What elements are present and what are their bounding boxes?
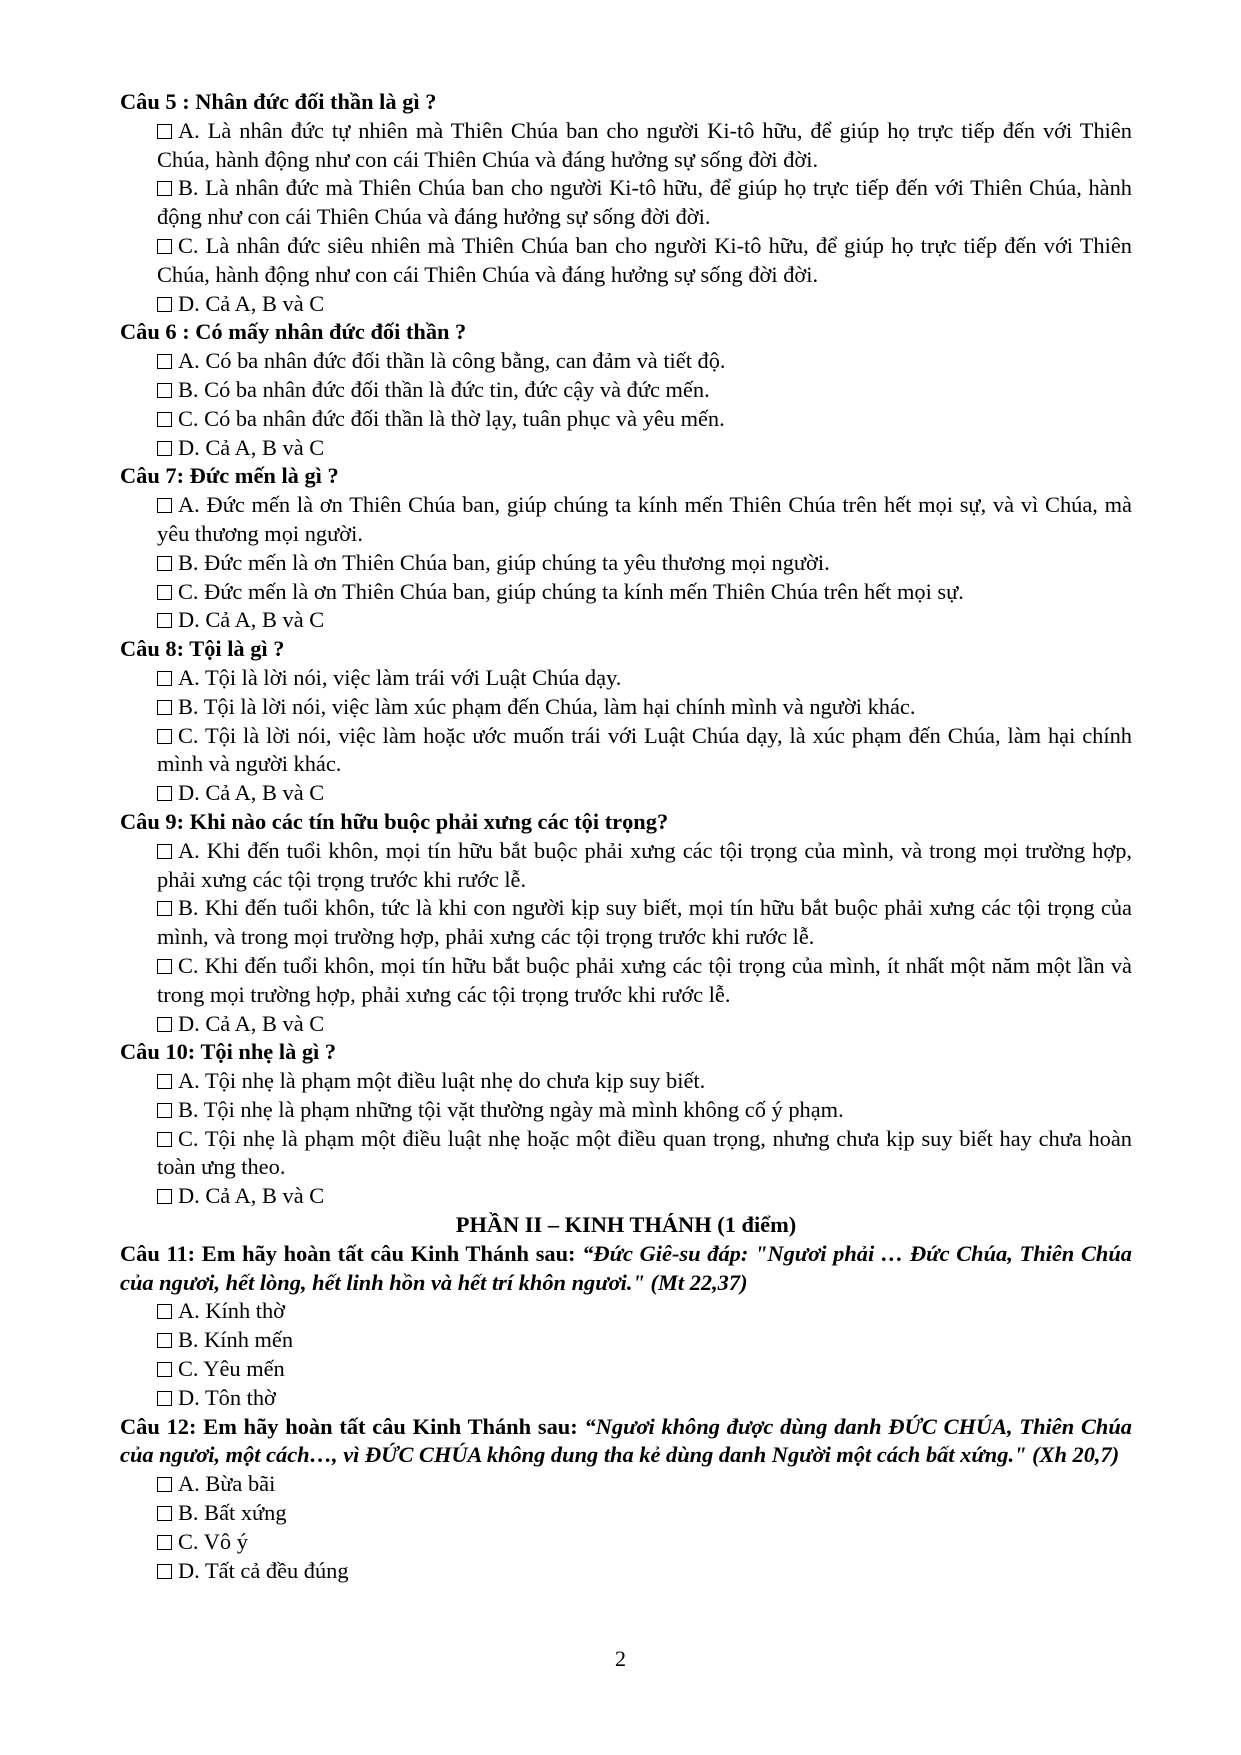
option-c[interactable]: [120, 722, 1132, 780]
option-c[interactable]: [120, 1528, 1132, 1557]
checkbox-icon[interactable]: [157, 1017, 172, 1032]
option-b[interactable]: [120, 549, 1132, 578]
option-text: D. Cả A, B và C: [178, 607, 325, 633]
option-b[interactable]: [120, 174, 1132, 232]
scripture-quote: “Đức Giê-su đáp: "Ngươi phải … Đức Chúa, Thiên Chúa của ngươi, hết lòng, hết linh hồn và hết trí khôn ngươi." (Mt 22,37): [120, 1240, 1132, 1295]
page-number: 2: [614, 1646, 627, 1671]
checkbox-icon[interactable]: [157, 383, 172, 398]
question-7: [120, 462, 1132, 635]
checkbox-icon[interactable]: [157, 441, 172, 456]
checkbox-icon[interactable]: [157, 671, 172, 686]
checkbox-icon[interactable]: [157, 786, 172, 801]
question-11: [120, 1240, 1132, 1413]
option-text: D. Cả A, B và C: [178, 1183, 325, 1209]
checkbox-icon[interactable]: [157, 901, 172, 916]
option-d[interactable]: [120, 606, 1132, 635]
option-d[interactable]: [120, 1384, 1132, 1413]
option-a[interactable]: [120, 664, 1132, 693]
option-b[interactable]: [120, 376, 1132, 405]
option-d[interactable]: [120, 779, 1132, 808]
option-text: C. Là nhân đức siêu nhiên mà Thiên Chúa ban cho người Ki-tô hữu, để giúp họ trực tiếp đến với Thiên Chúa, hành động như con cái Thiên Chúa và đáng hưởng sự sống đời đời.: [157, 232, 1132, 287]
checkbox-icon[interactable]: [157, 1103, 172, 1118]
question-title: Câu 10: Tội nhẹ là gì ?: [120, 1039, 337, 1065]
option-c[interactable]: [120, 405, 1132, 434]
option-text: A. Đức mến là ơn Thiên Chúa ban, giúp chúng ta kính mến Thiên Chúa trên hết mọi sự, và vì Chúa, mà yêu thương mọi người.: [157, 492, 1132, 546]
option-text: D. Cả A, B và C: [178, 780, 325, 806]
option-text: D. Cả A, B và C: [178, 290, 325, 316]
option-text: A. Tội là lời nói, việc làm trái với Luật Chúa dạy.: [178, 664, 622, 690]
question-10: [120, 1038, 1132, 1211]
option-d[interactable]: [120, 290, 1132, 319]
question-title: Câu 6 : Có mấy nhân đức đối thần ?: [120, 319, 467, 345]
option-text: A. Là nhân đức tự nhiên mà Thiên Chúa ban cho người Ki-tô hữu, để giúp họ trực tiếp đến với Thiên Chúa, hành động như con cái Thiên Chúa và đáng hưởng sự sống đời đời.: [157, 117, 1132, 172]
option-text: A. Kính thờ: [178, 1298, 286, 1324]
checkbox-icon[interactable]: [157, 1304, 172, 1319]
scripture-quote: “Ngươi không được dùng danh ĐỨC CHÚA, Thiên Chúa của ngươi, một cách…, vì ĐỨC CHÚA không dung tha kẻ dùng danh Người một cách bất xứng." (Xh 20,7): [120, 1413, 1132, 1468]
question-title: Câu 5 : Nhân đức đối thần là gì ?: [120, 89, 437, 114]
checkbox-icon[interactable]: [157, 1333, 172, 1348]
option-text: A. Khi đến tuổi khôn, mọi tín hữu bắt buộc phải xưng các tội trọng của mình, và trong mọi trường hợp, phải xưng các tội trọng trước khi rước lễ.: [157, 837, 1132, 892]
checkbox-icon[interactable]: [157, 556, 172, 571]
question-title: [120, 1240, 1132, 1298]
question-title: Câu 9: Khi nào các tín hữu buộc phải xưng các tội trọng?: [120, 808, 669, 834]
option-text: D. Cả A, B và C: [178, 1010, 325, 1036]
option-text: B. Khi đến tuổi khôn, tức là khi con người kịp suy biết, mọi tín hữu bắt buộc phải xưng các tội trọng của mình, và trong mọi trường hợp, phải xưng các tội trọng trước khi rước lễ.: [157, 895, 1132, 950]
checkbox-icon[interactable]: [157, 1535, 172, 1550]
option-a[interactable]: [120, 1067, 1132, 1096]
question-prefix: Câu 12: Em hãy hoàn tất câu Kinh Thánh sau:: [120, 1413, 585, 1439]
option-text: B. Tội là lời nói, việc làm xúc phạm đến Chúa, làm hại chính mình và người khác.: [178, 693, 916, 719]
option-a[interactable]: [120, 117, 1132, 175]
question-12: [120, 1413, 1132, 1586]
checkbox-icon[interactable]: [157, 729, 172, 744]
checkbox-icon[interactable]: [157, 700, 172, 715]
option-d[interactable]: [120, 1010, 1132, 1039]
checkbox-icon[interactable]: [157, 1132, 172, 1147]
option-text: C. Yêu mến: [178, 1356, 285, 1382]
document-page: [120, 88, 1132, 1585]
option-a[interactable]: [120, 491, 1132, 549]
option-a[interactable]: [120, 1297, 1132, 1326]
option-b[interactable]: [120, 1326, 1132, 1355]
option-text: B. Là nhân đức mà Thiên Chúa ban cho người Ki-tô hữu, để giúp họ trực tiếp đến với Thiên Chúa, hành động như con cái Thiên Chúa và đáng hưởng sự sống đời đời.: [157, 175, 1132, 230]
checkbox-icon[interactable]: [157, 1391, 172, 1406]
option-text: D. Tất cả đều đúng: [178, 1557, 349, 1583]
checkbox-icon[interactable]: [157, 1362, 172, 1377]
option-c[interactable]: [120, 1355, 1132, 1384]
option-a[interactable]: [120, 837, 1132, 895]
option-c[interactable]: [120, 952, 1132, 1010]
option-text: C. Vô ý: [178, 1528, 248, 1554]
option-text: A. Bừa bãi: [178, 1471, 276, 1497]
checkbox-icon[interactable]: [157, 1564, 172, 1579]
option-text: B. Kính mến: [178, 1327, 294, 1353]
option-d[interactable]: [120, 1182, 1132, 1211]
option-text: C. Đức mến là ơn Thiên Chúa ban, giúp chúng ta kính mến Thiên Chúa trên hết mọi sự.: [178, 578, 964, 604]
section-title: PHẦN II – KINH THÁNH (1 điểm): [455, 1212, 797, 1238]
option-text: D. Tôn thờ: [178, 1384, 276, 1410]
checkbox-icon[interactable]: [157, 181, 172, 196]
checkbox-icon[interactable]: [157, 239, 172, 254]
checkbox-icon[interactable]: [157, 1506, 172, 1521]
checkbox-icon[interactable]: [157, 1189, 172, 1204]
option-c[interactable]: [120, 232, 1132, 290]
checkbox-icon[interactable]: [157, 124, 172, 139]
option-a[interactable]: [120, 1470, 1132, 1499]
checkbox-icon[interactable]: [157, 354, 172, 369]
option-text: A. Tội nhẹ là phạm một điều luật nhẹ do chưa kịp suy biết.: [178, 1068, 706, 1094]
option-b[interactable]: [120, 1096, 1132, 1125]
option-d[interactable]: [120, 434, 1132, 463]
option-text: B. Bất xứng: [178, 1500, 287, 1526]
question-title: Câu 8: Tội là gì ?: [120, 636, 285, 662]
checkbox-icon[interactable]: [157, 585, 172, 600]
checkbox-icon[interactable]: [157, 412, 172, 427]
option-c[interactable]: [120, 1125, 1132, 1183]
checkbox-icon[interactable]: [157, 844, 172, 859]
question-9: [120, 808, 1132, 1038]
option-c[interactable]: [120, 578, 1132, 607]
option-text: B. Có ba nhân đức đối thần là đức tin, đức cậy và đức mến.: [178, 376, 710, 402]
option-text: C. Khi đến tuổi khôn, mọi tín hữu bắt buộc phải xưng các tội trọng của mình, ít nhất một năm một lần và trong mọi trường hợp, phải xưng các tội trọng trước khi rước lễ.: [157, 952, 1132, 1007]
question-8: [120, 635, 1132, 808]
question-5: [120, 88, 1132, 318]
option-d[interactable]: [120, 1557, 1132, 1586]
checkbox-icon[interactable]: [157, 297, 172, 312]
option-text: B. Đức mến là ơn Thiên Chúa ban, giúp chúng ta yêu thương mọi người.: [178, 549, 830, 575]
checkbox-icon[interactable]: [157, 959, 172, 974]
option-a[interactable]: [120, 347, 1132, 376]
checkbox-icon[interactable]: [157, 613, 172, 628]
question-prefix: Câu 11: Em hãy hoàn tất câu Kinh Thánh sau:: [120, 1240, 583, 1266]
option-b[interactable]: [120, 1499, 1132, 1528]
question-6: [120, 318, 1132, 462]
option-text: C. Tội nhẹ là phạm một điều luật nhẹ hoặc một điều quan trọng, nhưng chưa kịp suy biết hay chưa hoàn toàn ưng theo.: [157, 1125, 1132, 1180]
checkbox-icon[interactable]: [157, 1074, 172, 1089]
option-text: B. Tội nhẹ là phạm những tội vặt thường ngày mà mình không cố ý phạm.: [178, 1096, 844, 1122]
option-text: A. Có ba nhân đức đối thần là công bằng, can đảm và tiết độ.: [178, 348, 726, 374]
checkbox-icon[interactable]: [157, 1477, 172, 1492]
question-title: [120, 1413, 1132, 1471]
option-text: D. Cả A, B và C: [178, 434, 325, 460]
question-title: Câu 7: Đức mến là gì ?: [120, 463, 339, 489]
option-b[interactable]: [120, 894, 1132, 952]
option-text: C. Tội là lời nói, việc làm hoặc ước muốn trái với Luật Chúa dạy, là xúc phạm đến Chúa, làm hại chính mình và người khác.: [157, 722, 1132, 777]
option-text: C. Có ba nhân đức đối thần là thờ lạy, tuân phục và yêu mến.: [178, 405, 725, 431]
option-b[interactable]: [120, 693, 1132, 722]
checkbox-icon[interactable]: [157, 498, 172, 513]
